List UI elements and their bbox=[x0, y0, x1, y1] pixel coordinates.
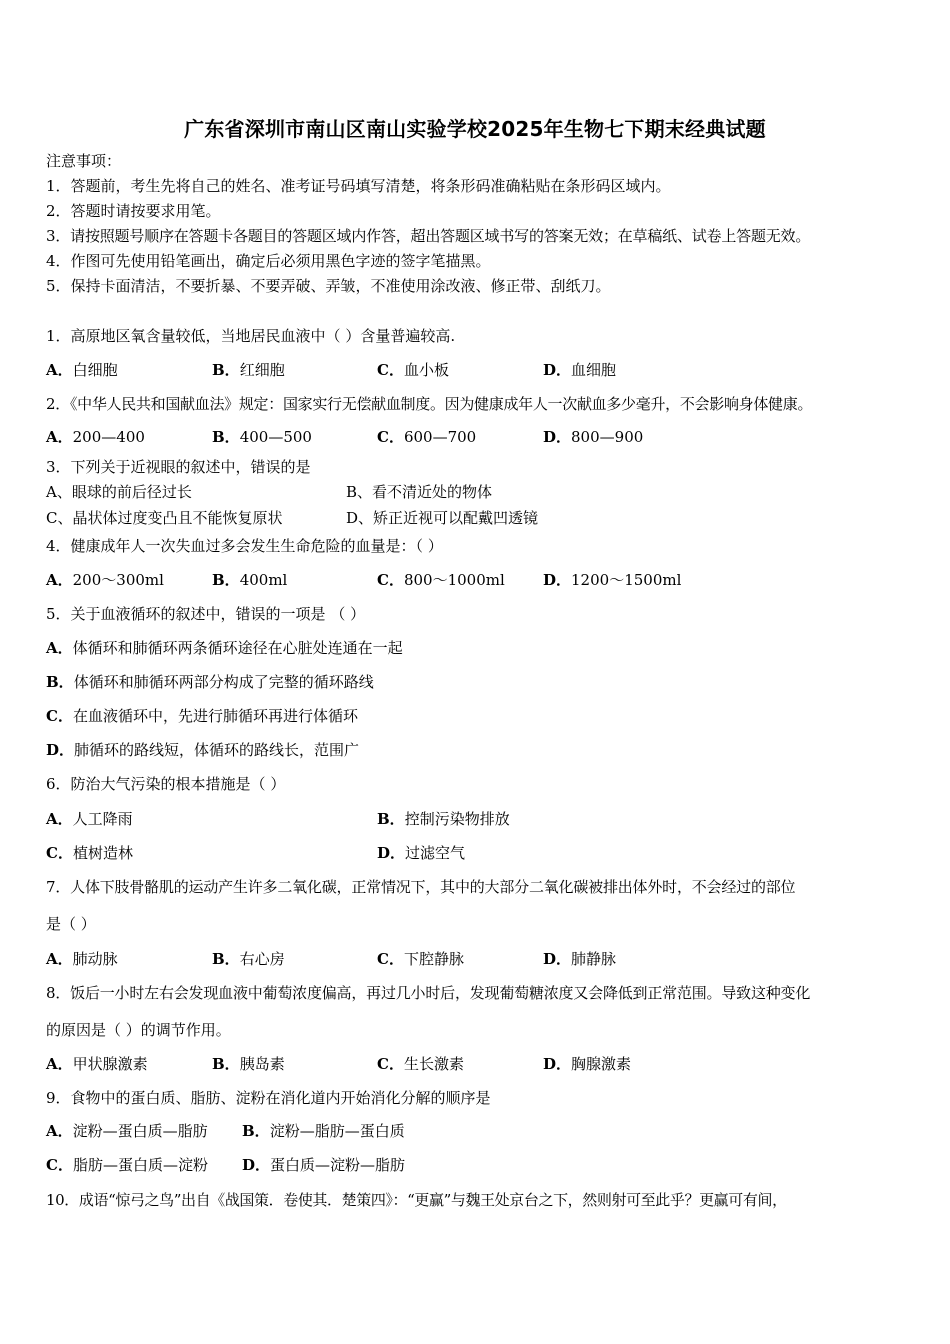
option-c: C．生长激素 bbox=[377, 1055, 464, 1073]
question-stem: 4．健康成年人一次失血过多会发生生命危险的血量是：（ ） bbox=[46, 537, 443, 555]
notice-item: 5．保持卡面清洁，不要折暴、不要弄破、弄皱，不准使用涂改液、修正带、刮纸刀。 bbox=[46, 277, 611, 295]
option-c: C．血小板 bbox=[377, 361, 449, 379]
option-b: B．体循环和肺循环两部分构成了完整的循环路线 bbox=[46, 673, 374, 691]
option-d: D．蛋白质—淀粉—脂肪 bbox=[242, 1156, 406, 1174]
option-d: D．肺静脉 bbox=[543, 950, 617, 968]
page-title: 广东省深圳市南山区南山实验学校2025年生物七下期末经典试题 bbox=[184, 117, 766, 141]
option-a: A．甲状腺激素 bbox=[46, 1055, 148, 1073]
option-a: A．肺动脉 bbox=[46, 950, 118, 968]
option-b: B．淀粉—脂肪—蛋白质 bbox=[242, 1122, 405, 1140]
option-a: A．白细胞 bbox=[46, 361, 118, 379]
question-stem: 2．《中华人民共和国献血法》规定：国家实行无偿献血制度。因为健康成年人一次献血多少毫升，不会影响身体健康。 bbox=[46, 395, 813, 413]
option-c: C．植树造林 bbox=[46, 844, 133, 862]
question-stem: 6．防治大气污染的根本措施是（ ） bbox=[46, 775, 286, 793]
option-c: C．下腔静脉 bbox=[377, 950, 464, 968]
question-stem: 3．下列关于近视眼的叙述中，错误的是 bbox=[46, 458, 311, 476]
notice-item: 1．答题前，考生先将自己的姓名、准考证号码填写清楚，将条形码准确粘贴在条形码区域内。 bbox=[46, 177, 671, 195]
option-c: C．800～1000ml bbox=[377, 571, 505, 589]
option-b: B．胰岛素 bbox=[212, 1055, 285, 1073]
question-stem: 10．成语“惊弓之鸟”出自《战国策．卷使其．楚策四》：“更赢”与魏王处京台之下，然则射可至此乎？更赢可有间， bbox=[46, 1191, 787, 1209]
option-d: D．血细胞 bbox=[543, 361, 617, 379]
option-c: C、晶状体过度变凸且不能恢复原状 bbox=[46, 509, 283, 527]
notice-heading: 注意事项： bbox=[46, 152, 122, 170]
question-stem: 7．人体下肢骨骼肌的运动产生许多二氧化碳，正常情况下，其中的大部分二氧化碳被排出体外时，不会经过的部位 bbox=[46, 878, 796, 896]
option-a: A．体循环和肺循环两条循环途径在心脏处连通在一起 bbox=[46, 639, 403, 657]
question-stem-continued: 是（ ） bbox=[46, 915, 96, 933]
option-a: A．200—400 bbox=[46, 428, 145, 446]
option-d: D．过滤空气 bbox=[377, 844, 466, 862]
question-stem-continued: 的原因是（ ）的调节作用。 bbox=[46, 1021, 231, 1039]
option-d: D．1200～1500ml bbox=[543, 571, 682, 589]
notice-item: 3．请按照题号顺序在答题卡各题目的答题区域内作答，超出答题区域书写的答案无效；在草稿纸、试卷上答题无效。 bbox=[46, 227, 811, 245]
option-c: C．脂肪—蛋白质—淀粉 bbox=[46, 1156, 208, 1174]
option-b: B．右心房 bbox=[212, 950, 285, 968]
option-d: D、矫正近视可以配戴凹透镜 bbox=[346, 509, 539, 527]
option-b: B、看不清近处的物体 bbox=[346, 483, 493, 501]
option-a: A．淀粉—蛋白质—脂肪 bbox=[46, 1122, 208, 1140]
notice-item: 4．作图可先使用铅笔画出，确定后必须用黑色字迹的签字笔描黑。 bbox=[46, 252, 491, 270]
question-stem: 5．关于血液循环的叙述中，错误的一项是 （ ） bbox=[46, 605, 366, 623]
option-c: C．在血液循环中，先进行肺循环再进行体循环 bbox=[46, 707, 358, 725]
option-c: C．600—700 bbox=[377, 428, 477, 446]
option-a: A、眼球的前后径过长 bbox=[46, 483, 192, 501]
option-a: A．200～300ml bbox=[46, 571, 164, 589]
question-stem: 9．食物中的蛋白质、脂肪、淀粉在消化道内开始消化分解的顺序是 bbox=[46, 1089, 491, 1107]
option-b: B．400—500 bbox=[212, 428, 312, 446]
question-stem: 1．高原地区氧含量较低，当地居民血液中（ ）含量普遍较高. bbox=[46, 327, 456, 345]
option-b: B．400ml bbox=[212, 571, 288, 589]
option-b: B．红细胞 bbox=[212, 361, 285, 379]
option-a: A．人工降雨 bbox=[46, 810, 133, 828]
option-d: D．肺循环的路线短，体循环的路线长，范围广 bbox=[46, 741, 360, 759]
question-stem: 8．饭后一小时左右会发现血液中葡萄浓度偏高，再过几小时后，发现葡萄糖浓度又会降低到正常范围。导致这种变化 bbox=[46, 984, 811, 1002]
notice-item: 2．答题时请按要求用笔。 bbox=[46, 202, 221, 220]
option-d: D．胸腺激素 bbox=[543, 1055, 632, 1073]
option-d: D．800—900 bbox=[543, 428, 644, 446]
option-b: B．控制污染物排放 bbox=[377, 810, 510, 828]
